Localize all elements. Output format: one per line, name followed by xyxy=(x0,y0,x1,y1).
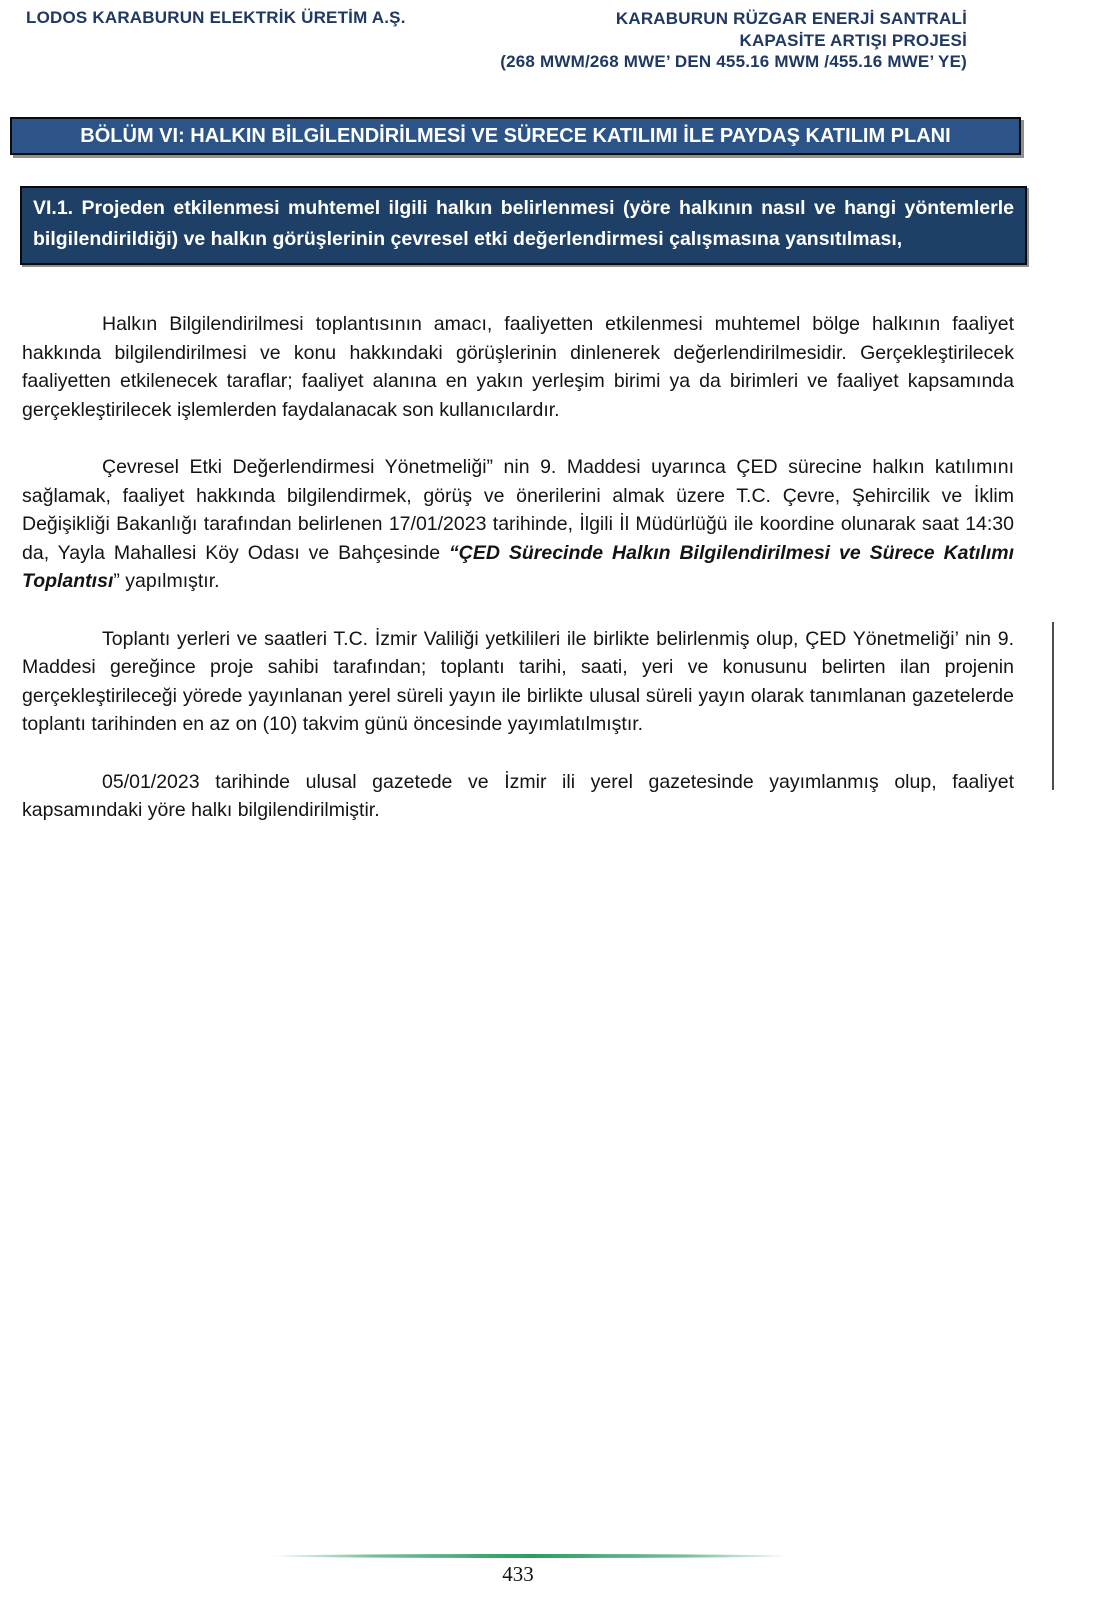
paragraph-2-meeting-name: “ÇED Sürecinde Halkın Bilgilendirilmesi ve Sürece Katılımı Toplantısı xyxy=(22,541,1014,592)
paragraph-2 xyxy=(22,453,1014,596)
header-company-name: LODOS KARABURUN ELEKTRİK ÜRETİM A.Ş. xyxy=(26,8,406,27)
header-project-line3: (268 MWM/268 MWE’ DEN 455.16 MWM /455.16 MWE’ YE) xyxy=(500,52,967,71)
subsection-heading xyxy=(20,186,1027,265)
footer-divider-line xyxy=(268,1554,792,1558)
paragraph-2-text: Çevresel Etki Değerlendirmesi Yönetmeliği” nin 9. Maddesi uyarınca ÇED sürecine halkın katılımını sağlamak, faaliyet hakkında bilgilendirmek, görüş ve önerilerini almak üzere T.C. Çevre, Şehircilik ve İklim Değişikliği Bakanlığı tarafından belirlenen 17/01/2023 tarihinde, İlgili İl Müdürlüğü ile koordine olunarak saat 14:30 da, Yayla Mahallesi Köy Odası ve Bahçesinde xyxy=(22,456,1014,564)
paragraph-1: Halkın Bilgilendirilmesi toplantısının amacı, faaliyetten etkilenmesi muhtemel bölge halkının faaliyet hakkında bilgilendirilmesi ve konu hakkındaki görüşlerinin dinlenerek değerlendirilmesidir. Gerçekleştirilecek faaliyetten etkilenecek taraflar; faaliyet alanına en yakın yerleşim birimi ya da birimleri ve faaliyet kapsamında gerçekleştirilecek işlemlerden faydalanacak son kullanıcılardır. xyxy=(22,313,1014,421)
section-banner-title: BÖLÜM VI: HALKIN BİLGİLENDİRİLMESİ VE SÜRECE KATILIMI İLE PAYDAŞ KATILIM PLANI xyxy=(80,124,951,147)
section-banner xyxy=(10,117,1021,155)
revision-change-bar xyxy=(1052,622,1054,790)
page-number: 433 xyxy=(502,1562,534,1586)
document-body xyxy=(22,310,1014,854)
subsection-heading-text: VI.1. Projeden etkilenmesi muhtemel ilgili halkın belirlenmesi (yöre halkının nasıl ve hangi yöntemlerle bilgilendirildiği) ve halkın görüşlerinin çevresel etki değerlendirmesi çalışmasına yansıtılması, xyxy=(33,197,1014,250)
header-project-title xyxy=(347,8,967,73)
header-project-line2: KAPASİTE ARTIŞI PROJESİ xyxy=(739,30,967,50)
paragraph-2-tail: ” yapılmıştır. xyxy=(113,570,220,592)
paragraph-4: 05/01/2023 tarihinde ulusal gazetede ve İzmir ili yerel gazetesinde yayımlanmış olup, faaliyet kapsamındaki yöre halkı bilgilendirilmiştir. xyxy=(22,770,1014,821)
paragraph-3: Toplantı yerleri ve saatleri T.C. İzmir Valiliği yetkilileri ile birlikte belirlenmiş olup, ÇED Yönetmeliği’ nin 9. Maddesi gereğince proje sahibi tarafından; toplantı tarihi, saati, yeri ve konusunu belirten ilan projenin gerçekleştirileceği yörede yayınlanan yerel süreli yayın ile birlikte ulusal süreli yayın olarak tanımlanan gazetelerde toplantı tarihinden en az on (10) takvim günü öncesinde yayımlatılmıştır. xyxy=(22,627,1014,735)
header-project-line1: KARABURUN RÜZGAR ENERJİ SANTRALİ xyxy=(615,9,967,28)
